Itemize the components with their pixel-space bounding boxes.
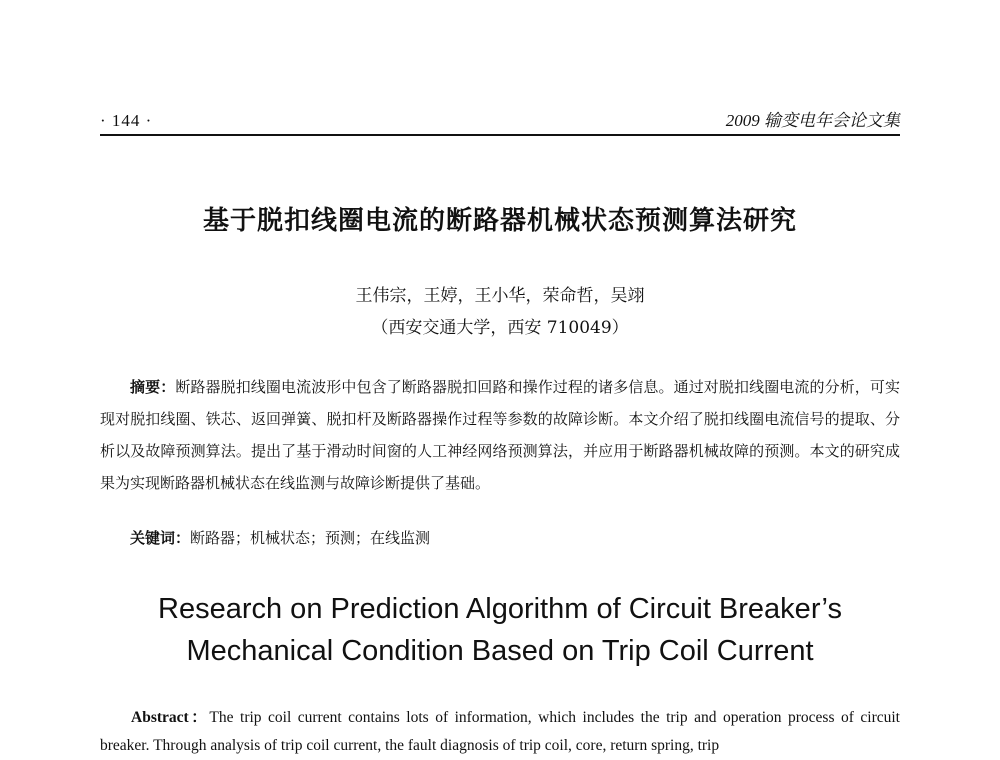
paper-title-zh: 基于脱扣线圈电流的断路器机械状态预测算法研究 [202, 206, 797, 236]
paper-title-en [100, 588, 900, 672]
keywords-zh [100, 523, 900, 553]
abstract-en [100, 704, 900, 760]
running-header [100, 105, 900, 131]
author-list: 王伟宗，王婷，王小华，荣命哲，吴翊 [355, 286, 645, 306]
abstract-zh-label: 摘要： [130, 378, 176, 396]
paper-title-en-line1: Research on Prediction Algorithm of Circuit Breaker’s [158, 593, 842, 625]
keywords-zh-label: 关键词： [130, 529, 191, 547]
abstract-zh [100, 371, 900, 499]
journal-title: 2009 输变电年会论文集 [725, 111, 900, 130]
abstract-en-label: Abstract： [131, 709, 210, 726]
affiliation: （西安交通大学，西安 710049） [371, 318, 629, 338]
keywords-zh-text: 断路器；机械状态；预测；在线监测 [190, 529, 431, 547]
header-rule [100, 134, 900, 136]
paper-title-en-line2: Mechanical Condition Based on Trip Coil Current [186, 635, 814, 667]
abstract-en-text: The trip coil current contains lots of information, which includes the trip and operation process of circuit breaker. Through analysis of trip coil current, the fault diagnosis of trip coil, core, return spring, trip [100, 709, 900, 754]
abstract-zh-text: 断路器脱扣线圈电流波形中包含了断路器脱扣回路和操作过程的诸多信息。通过对脱扣线圈电流的分析，可实现对脱扣线圈、铁芯、返回弹簧、脱扣杆及断路器操作过程等参数的故障诊断。本文介绍了脱扣线圈电流信号的提取、分析以及故障预测算法。提出了基于滑动时间窗的人工神经网络预测算法，并应用于断路器机械故障的预测。本文的研究成果为实现断路器机械状态在线监测与故障诊断提供了基础。 [100, 378, 900, 492]
page-number: · 144 · [100, 111, 153, 130]
